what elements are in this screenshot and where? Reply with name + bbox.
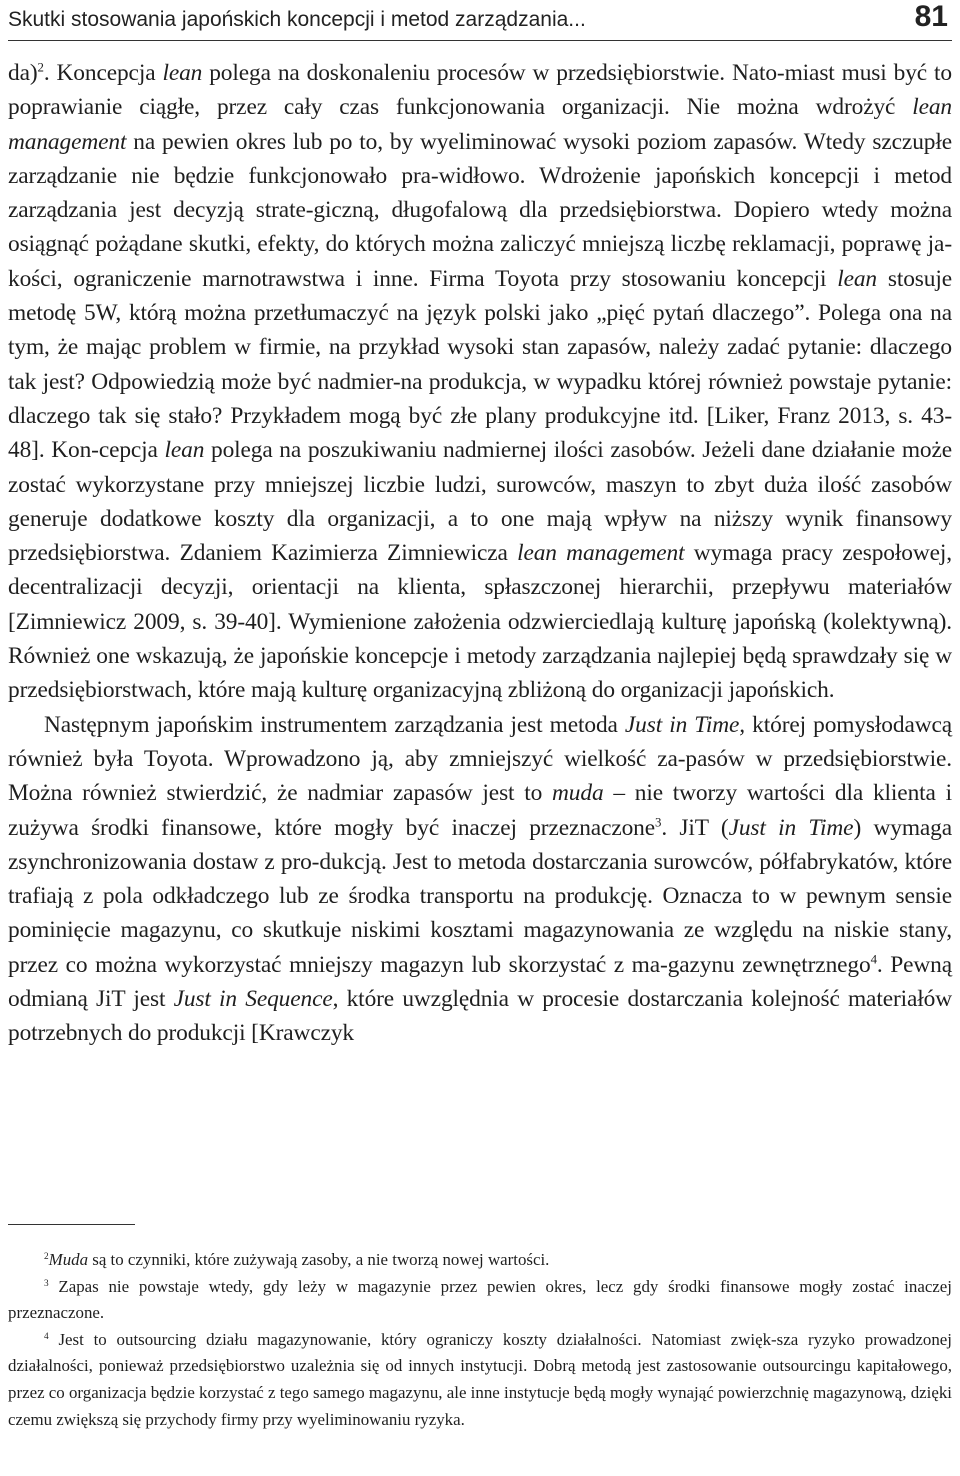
p1-italic-lean-3: lean bbox=[164, 437, 205, 464]
p1-text-4: na pewien okres lub po to, by wyeliminować wysoki poziom zapasów. Wtedy szczupłe zarządzanie nie będzie funkcjonowało pra-widłowo. Wdrożenie japońskich koncepcji i metod zarządzania jest decyzją strate-giczną, długofalową dla przedsiębiorstwa. bbox=[8, 128, 952, 224]
footnote-3-text: Zapas nie powstaje wtedy, gdy leży w magazynie przez pewien okres, lecz gdy środki finansowe mogły zostać inaczej przeznaczone. bbox=[8, 1276, 952, 1323]
p1-text-7: polega na poszukiwaniu nadmiernej ilości zasobów. Jeżeli dane działanie może zostać wykorzystane przy mniejszej liczbie ludzi, surowców, maszyn to zbyt duża ilość zasobów generuje dodatkowe koszty dla organizacji, a to one mają wpływ na niższy wynik finansowy przedsiębiorstwa. Zdaniem Kazimierza Zimniewicza bbox=[8, 437, 952, 567]
p2-text-3: – nie tworzy wartości dla klienta i zużywa środki finansowe, które mogły być inaczej przeznaczone bbox=[8, 780, 952, 841]
running-header bbox=[8, 0, 952, 41]
p2-italic-muda: muda bbox=[552, 780, 604, 807]
footnote-2-number: 2 bbox=[44, 1251, 49, 1262]
footnote-2-italic: Muda bbox=[48, 1250, 89, 1269]
footnote-4-text: Jest to outsourcing działu magazynowanie, który ograniczy koszty działalności. Natomiast zwięk-sza ryzyko prowadzonej działalności, ponieważ przedsiębiorstwo uzależnia się od innych instytucji. Dobrą metodą jest zastosowanie outsourcingu kapitałowego, przez co organizacja będzie korzystać z tego samego magazynu, ale inne instytucje będą mogły wynająć powierzchnię magazynową, dzięki czemu zwiększą się przychody firmy przy wyeliminowaniu ryzyka. bbox=[8, 1329, 952, 1429]
p2-text-5: ) wymaga zsynchronizowania dostaw z pro-dukcją. Jest to metoda dostarczania surowców, półfabrykatów, które trafiają z pola odkładczego lub ze środka transportu na produkcję. Oznacza to w pewnym sensie pominięcie magazynu, co skutkuje niskimi kosztami magazynowania ze względu na niskie stany, przez co można wykorzystać mniejszy magazyn lub skorzystać z ma-gazynu zewnętrznego bbox=[8, 814, 953, 978]
p1-text-1: da) bbox=[8, 60, 38, 86]
footnote-ref-3: 3 bbox=[655, 815, 662, 830]
footnote-3-number: 3 bbox=[44, 1278, 49, 1289]
footnotes bbox=[8, 1247, 952, 1475]
p2-text-6: . Pewną odmianą JiT jest bbox=[8, 951, 953, 1013]
running-title: Skutki stosowania japońskich koncepcji i metod zarządzania... bbox=[8, 8, 586, 31]
footnote-4-number: 4 bbox=[44, 1331, 49, 1342]
p1-text-3: polega na doskonaleniu procesów w przedsiębiorstwie. Nato-miast musi być to poprawianie ciągłe, przez cały czas funkcjonowania organizacji. Nie można wdrożyć bbox=[8, 60, 952, 121]
p1-italic-lean-management-2: lean management bbox=[517, 540, 685, 567]
p1-text-5: Dopiero wtedy można osiągnąć pożądane skutki, efekty, do których można zaliczyć mniejszą liczbę reklamacji, poprawę ja-kości, ograniczenie marnotrawstwa i inne. Firma Toyota przy stosowaniu koncepcji bbox=[8, 197, 952, 292]
footnote-ref-2: 2 bbox=[37, 60, 44, 75]
paragraph-1 bbox=[8, 56, 952, 708]
p1-text-2: . Koncepcja bbox=[43, 60, 163, 86]
paragraph-2 bbox=[8, 708, 952, 1051]
p2-text-1: Następnym japońskim instrumentem zarządzania jest metoda bbox=[44, 711, 625, 738]
footnote-4 bbox=[8, 1327, 952, 1433]
page-number: 81 bbox=[914, 0, 948, 33]
p1-italic-lean-management: lean management bbox=[8, 94, 952, 155]
p1-text-8: wymaga pracy zespołowej, decentralizacji decyzji, orientacji na klienta, spłaszczonej hierarchii, przepływu materiałów [Zimniewicz 2009, s. 39-40]. Wymienione założenia odzwierciedlają kulturę japońską (kolektywną). Również one wskazują, że japońskie koncepcje i metody zarządzania najlepiej będą sprawdzały się w przedsiębiorstwach, które mają kulturę organizacyjną zbliżoną do organizacji japońskich. bbox=[8, 540, 952, 704]
p2-italic-just-in-time: Just in Time, bbox=[624, 711, 746, 738]
p2-text-7: , które uwzględnia w procesie dostarczania kolejność materiałów potrzebnych do produkcji [Krawczyk bbox=[8, 986, 952, 1047]
main-text bbox=[8, 56, 952, 1206]
p2-text-2: której pomysłodawcą również była Toyota. Wprowadzono ją, aby zmniejszyć wielkość za-pasów w przedsiębiorstwie. Można również stwierdzić, że nadmiar zapasów jest to bbox=[8, 711, 952, 807]
footnote-separator bbox=[8, 1224, 135, 1225]
p2-italic-just-in-time-2: Just in Time bbox=[728, 814, 854, 841]
p2-text-4: . JiT ( bbox=[661, 814, 729, 841]
p1-text-6: stosuje metodę 5W, którą można przetłumaczyć na język polski jako „pięć pytań dlaczego”. Polega ona na tym, że mając problem w firmie, na przykład wysoki stan zapasów, należy zadać pytanie: dlaczego tak jest? Odpowiedzią może być nadmier-na produkcja, w wypadku której również powstaje pytanie: dlaczego tak się stało? Przykładem mogą być złe plany produkcyjne itd. [Liker, Franz 2013, s. 43-48]. Kon-cepcja bbox=[8, 265, 952, 464]
footnote-2-text: są to czynniki, które zużywają zasoby, a nie tworzą nowej wartości. bbox=[88, 1250, 550, 1269]
p2-italic-just-in-sequence: Just in Sequence bbox=[173, 986, 333, 1013]
footnote-3 bbox=[8, 1274, 952, 1327]
p1-italic-lean-2: lean bbox=[837, 265, 877, 292]
p1-italic-lean: lean bbox=[162, 60, 203, 86]
footnote-ref-4: 4 bbox=[870, 952, 877, 967]
footnote-2 bbox=[8, 1247, 952, 1274]
